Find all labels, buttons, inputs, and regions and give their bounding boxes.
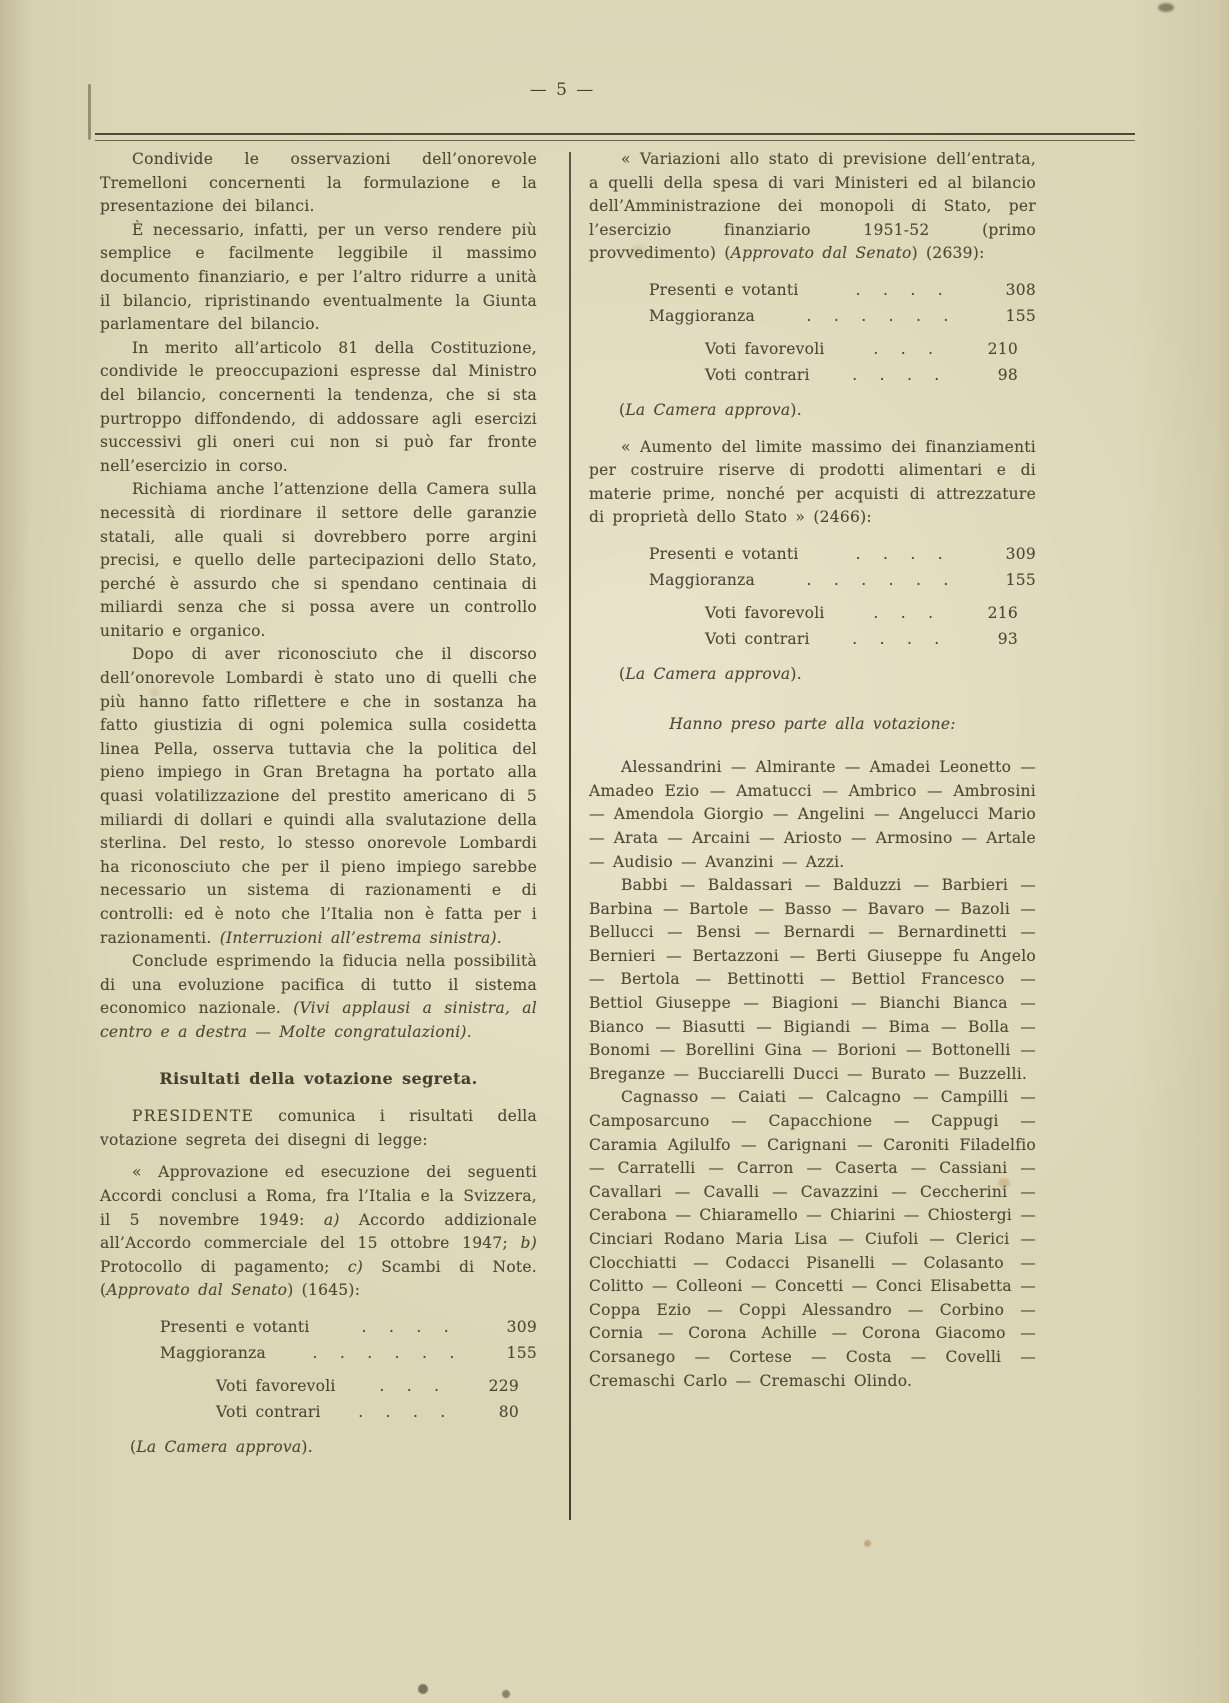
text-run: È necessario, infatti, per un verso rendere più semplice e facilmente leggibile il massimo documento finanziario, e per l’altro ridurre a unità il bilancio, ripristinando eventualmente la Giunta parlamentare del bilancio. xyxy=(100,220,537,334)
scan-speck xyxy=(1158,3,1174,12)
dot-leader: . . . xyxy=(379,1376,440,1395)
votes-table xyxy=(589,541,1036,652)
vote-row xyxy=(100,1399,519,1425)
text-run: In merito all’articolo 81 della Costituzione, condivide le preoccupazioni espresse dal Ministro del bilancio, concernenti la tendenza, che si sta purtroppo diffondendo, di addossare agli esercizi successivi gli oneri cui non si può far fronte nell’esercizio in corso. xyxy=(100,338,537,475)
vote-row xyxy=(589,303,1036,329)
vote-value: 309 xyxy=(506,1317,537,1336)
text-run: PRESIDENTE xyxy=(132,1107,255,1126)
text-run: Protocollo di pagamento; xyxy=(100,1257,348,1276)
vote-value: 308 xyxy=(1005,280,1036,299)
dot-leader: . . . . xyxy=(852,629,940,648)
right-column xyxy=(589,148,1036,1393)
dot-leader: . . . . xyxy=(852,365,940,384)
scan-speck xyxy=(418,1684,428,1694)
paragraph xyxy=(100,950,537,1044)
vote-label: Voti favorevoli xyxy=(705,339,825,358)
paragraph xyxy=(589,436,1036,530)
vote-value: 229 xyxy=(488,1376,519,1395)
vote-label: Voti contrari xyxy=(705,629,810,648)
vote-label: Presenti e votanti xyxy=(649,544,799,563)
text-run: ) (1645): xyxy=(287,1281,361,1300)
text-run: Babbi — Baldassari — Balduzzi — Barbieri — Barbina — Bartole — Basso — Bavaro — Bazoli — Bellucci — Bensi — Bernardi — Bernardinetti — Bernieri — Bertazzoni — Berti Giuseppe fu Angelo — Bertola — Bettinotti — Bettiol Francesco — Bettiol Giuseppe — Biagioni — Bianchi Bianca — Bianco — Biasutti — Bigiandi — Bima — Bolla — Bonomi — Borellini Gina — Borioni — Bottonelli — Breganze — Bucciarelli Ducci — Burato — Buzzelli. xyxy=(589,876,1036,1083)
text-run: ( xyxy=(619,664,626,683)
italic-run: La Camera approva xyxy=(625,400,791,419)
vote-label: Maggioranza xyxy=(160,1343,267,1362)
italic-run: Approvato dal Senato xyxy=(106,1281,288,1300)
vote-label: Voti favorevoli xyxy=(216,1376,336,1395)
text-run: Conclude esprimendo la fiducia nella possibilità di una evoluzione pacifica di tutto il sistema economico nazionale. xyxy=(100,952,537,1018)
vote-row xyxy=(589,567,1036,593)
dot-leader: . . . xyxy=(873,339,934,358)
italic-run: b) xyxy=(520,1234,537,1253)
vote-row xyxy=(589,626,1018,652)
italic-run: La Camera approva xyxy=(625,664,791,683)
chamber-approves-note xyxy=(589,663,1036,687)
vote-label: Maggioranza xyxy=(649,570,756,589)
vote-value: 155 xyxy=(506,1343,537,1362)
text-run: Richiama anche l’attenzione della Camera sulla necessità di riordinare il settore delle garanzie statali, alle quali si dovrebbero porre argini precisi, e quello delle partecipazioni dello Stato, perché è assurdo che si spendano centinaia di miliardi senza che si possa avere un controllo unitario e organico. xyxy=(100,480,537,640)
left-column xyxy=(100,148,537,1473)
paragraph xyxy=(100,1105,537,1152)
text-run: ). xyxy=(790,664,802,683)
text-run: Scambi di Note. ( xyxy=(100,1257,537,1300)
text-run: ). xyxy=(790,400,802,419)
text-run: Cagnasso — Caiati — Calcagno — Campilli — Camposarcuno — Capacchione — Cappugi — Caramia Agilulfo — Carignani — Caroniti Filadelfio — Carratelli — Carron — Caserta — Cassiani — Cavallari — Cavalli — Cavazzini — Ceccherini — Cerabona — Chiaramello — Chiarini — Chiostergi — Cinciari Rodano Maria Lisa — Ciufoli — Clerici — Clocchiatti — Codacci Pisanelli — Colasanto — Colitto — Colleoni — Concetti — Conci Elisabetta — Coppa Ezio — Coppi Alessandro — Corbino — Cornia — Corona Achille — Corona Giacomo — Corsanego — Cortese — Costa — Covelli — Cremaschi Carlo — Cremaschi Olindo. xyxy=(589,1088,1036,1390)
text-run: ( xyxy=(130,1437,137,1456)
names-paragraph xyxy=(589,756,1036,874)
vote-row xyxy=(589,336,1018,362)
names-paragraph xyxy=(589,874,1036,1086)
text-run: ) (2639): xyxy=(911,244,985,263)
top-rule xyxy=(95,133,1135,141)
paragraph xyxy=(100,219,537,337)
paragraph xyxy=(100,643,537,950)
text-run: comunica i risultati della votazione segreta dei disegni di legge: xyxy=(100,1107,537,1149)
dot-leader: . . . . . . xyxy=(312,1343,455,1362)
scan-speck xyxy=(88,84,91,140)
paragraph xyxy=(100,478,537,643)
votes-table xyxy=(100,1314,537,1425)
text-run: Dopo di aver riconosciuto che il discorso dell’onorevole Lombardi è stato uno di quelli che più hanno fatto riflettere e che in sostanza ha fatto giustizia di ogni polemica sulla cosidetta linea Pella, osserva tuttavia che la politica del pieno impiego in Gran Bretagna ha portato alla quasi volatilizzazione del prestito americano di 5 miliardi di dollari e quindi alla svalutazione della sterlina. Del resto, lo stesso onorevole Lombardi ha riconosciuto che per il pieno impiego sarebbe necessario un sistema di razionamenti e di controlli: ed è noto che l’Italia non è fatta per i razionamenti. xyxy=(100,645,537,947)
italic-run: (Vivi applausi a sinistra, al centro e a destra — Molte congratulazioni). xyxy=(100,999,538,1041)
dot-leader: . . . . xyxy=(855,544,943,563)
vote-value: 155 xyxy=(1005,306,1036,325)
vote-value: 155 xyxy=(1005,570,1036,589)
vote-value: 93 xyxy=(997,629,1018,648)
text-run: « Aumento del limite massimo dei finanziamenti per costruire riserve di prodotti alimentari e di materie prime, nonché per acquisti di attrezzature di proprietà dello Stato » (2466): xyxy=(589,437,1036,527)
text-run: Accordo addizionale all’Accordo commerciale del 15 ottobre 1947; xyxy=(100,1210,537,1253)
italic-run: a) xyxy=(323,1210,340,1229)
text-run: Alessandrini — Almirante — Amadei Leonetto — Amadeo Ezio — Amatucci — Ambrico — Ambrosini — Amendola Giorgio — Angelini — Angelucci Mario — Arata — Arcaini — Ariosto — Armosino — Artale — Audisio — Avanzini — Azzi. xyxy=(589,758,1036,871)
chamber-approves-note xyxy=(100,1436,537,1460)
paragraph xyxy=(100,148,537,219)
text-run: ). xyxy=(301,1437,313,1456)
vote-label: Presenti e votanti xyxy=(160,1317,310,1336)
dot-leader: . . . . xyxy=(361,1317,449,1336)
dot-leader: . . . . . . xyxy=(806,306,949,325)
page-number: — 5 — xyxy=(529,80,596,100)
paragraph xyxy=(589,148,1036,266)
dot-leader: . . . . . . xyxy=(806,570,949,589)
vote-label: Maggioranza xyxy=(649,306,756,325)
italic-run: (Interruzioni all’estrema sinistra). xyxy=(219,928,502,947)
paragraph xyxy=(100,337,537,479)
vote-value: 309 xyxy=(1005,544,1036,563)
vote-row xyxy=(100,1373,519,1399)
italic-run: c) xyxy=(347,1257,364,1276)
dot-leader: . . . xyxy=(873,603,934,622)
vote-row xyxy=(589,277,1036,303)
vote-row xyxy=(589,362,1018,388)
italic-run: La Camera approva xyxy=(136,1437,302,1456)
vote-row xyxy=(100,1340,537,1366)
vote-label: Voti favorevoli xyxy=(705,603,825,622)
chamber-approves-note xyxy=(589,399,1036,423)
dot-leader: . . . . xyxy=(855,280,943,299)
section-heading: Risultati della votazione segreta. xyxy=(159,1068,478,1088)
vote-value: 216 xyxy=(987,603,1018,622)
scan-speck xyxy=(502,1690,510,1698)
vote-value: 98 xyxy=(997,365,1018,384)
vote-row xyxy=(589,541,1036,567)
text-run: Condivide le osservazioni dell’onorevole Tremelloni concernenti la formulazione e la presentazione dei bilanci. xyxy=(100,150,537,216)
text-run: ( xyxy=(619,400,626,419)
paragraph xyxy=(100,1161,537,1303)
scan-stain xyxy=(864,1540,871,1547)
vote-label: Voti contrari xyxy=(216,1402,321,1421)
text-run: « Approvazione ed esecuzione dei seguenti Accordi conclusi a Roma, fra l’Italia e la Svizzera, il 5 novembre 1949: xyxy=(100,1163,537,1229)
italic-run: Approvato dal Senato xyxy=(730,244,912,263)
text-run: « Variazioni allo stato di previsione dell’entrata, a quelli della spesa di vari Ministeri ed al bilancio dell’Amministrazione dei monopoli di Stato, per l’esercizio finanziario 1951-52 (primo provvedimento) ( xyxy=(589,150,1036,263)
vote-value: 210 xyxy=(987,339,1018,358)
vote-label: Voti contrari xyxy=(705,365,810,384)
dot-leader: . . . . xyxy=(358,1402,446,1421)
vote-label: Presenti e votanti xyxy=(649,280,799,299)
votation-heading: Hanno preso parte alla votazione: xyxy=(669,714,956,733)
names-paragraph xyxy=(589,1086,1036,1393)
votes-table xyxy=(589,277,1036,388)
column-divider xyxy=(569,152,571,1520)
vote-row xyxy=(589,600,1018,626)
vote-value: 80 xyxy=(498,1402,519,1421)
vote-row xyxy=(100,1314,537,1340)
